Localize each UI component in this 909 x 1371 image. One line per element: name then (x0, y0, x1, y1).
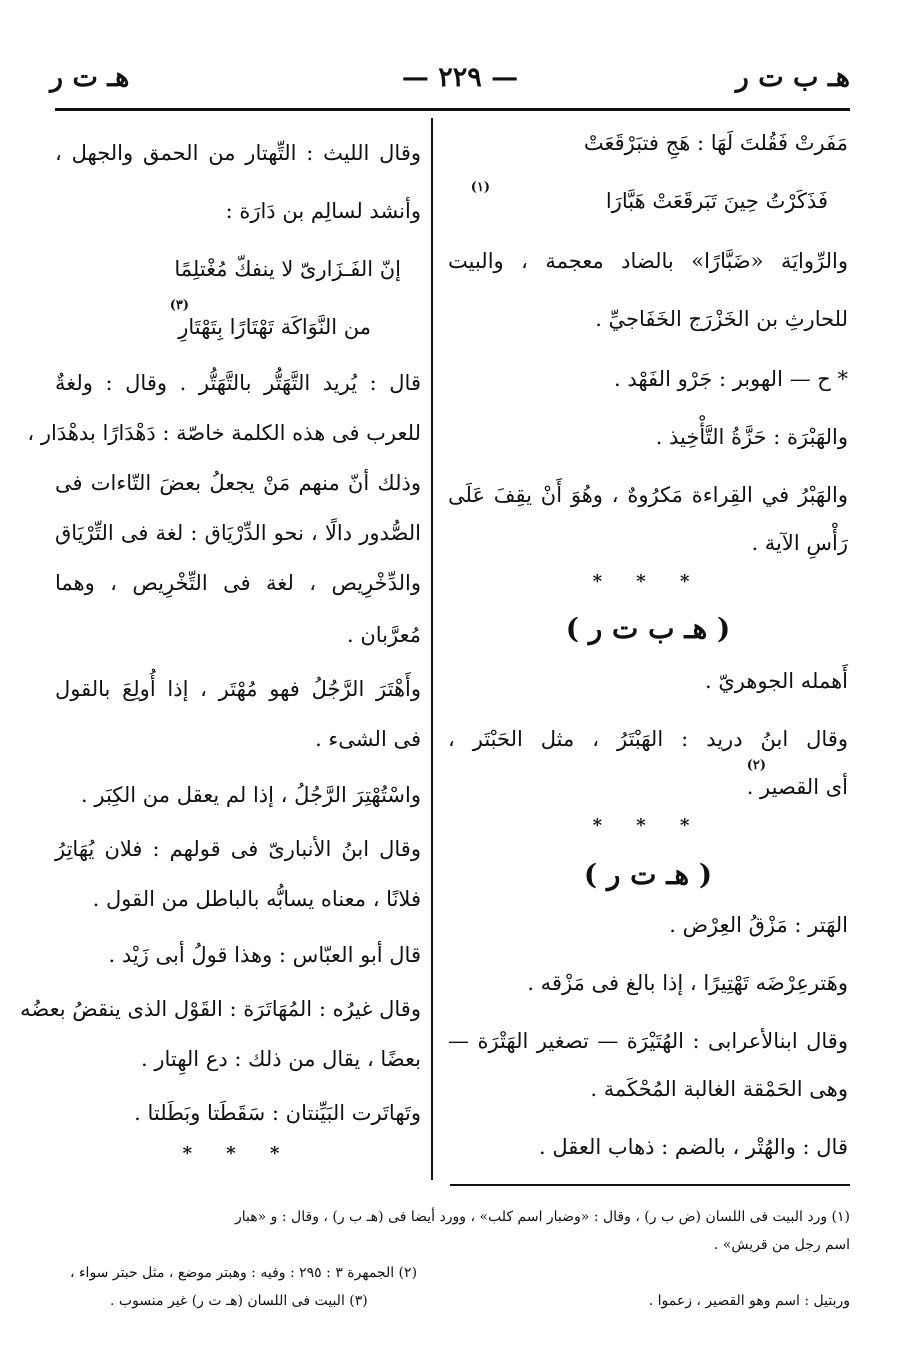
footnote-line: (٣) البيت فى اللسان (هـ ت ر) غير منسوب . (110, 1293, 368, 1309)
footnote-line: (٢) الجمهرة ٣ : ٢٩٥ : وفيه : وهبتر موضع ، مثل حبتر سواء ، (70, 1265, 418, 1281)
text-line: بعضًا ، يقال من ذلك : دع الهِتار . (141, 1047, 421, 1071)
section-separator: * * * (182, 1143, 294, 1164)
entry-heading: ( هـ ب ت ر ) (565, 612, 731, 645)
text-line: وقال ابنُ دريد : الهَبْتَرُ ، مثل الحَبْتَر ، (448, 727, 848, 751)
page-header (50, 62, 850, 106)
text-line: وأنشد لسالِم بن دَارَة : (225, 199, 421, 223)
text-line: وقال الليث : التِّهتار من الحمق والجهل ، (55, 141, 421, 165)
text-line: رَأْسِ الآية . (751, 531, 848, 555)
text-line: أى القصير . (746, 775, 848, 799)
footnote-line: وربتيل : اسم وهو القصير ، زعموا . (648, 1293, 850, 1309)
text-line: والدِّخْرِيص ، لغة فى التِّخْرِيص ، وهما (55, 571, 421, 595)
verse-line: إنّ الفَـزَارىّ لا ينفكّ مُغْتلِمًا (174, 257, 401, 281)
entry-heading: ( هـ ت ر ) (583, 858, 713, 891)
verse-line: مَفَرتْ فَقُلتَ لَهَا : هَجِ فتبَرْقَعَتْ (583, 131, 848, 155)
section-separator: * * * (592, 571, 704, 592)
footnote-ref: (٢) (746, 758, 766, 773)
footnote-ref: (٣) (169, 298, 189, 313)
header-root-right: هـ ب ت ر (735, 62, 850, 93)
text-line: وهَترعِرْضَه تَهْتِيرًا ، إذا بالغ فى مَزْقه . (527, 971, 848, 995)
text-line: وقال ابنالأعرابى : الهُتَيْرَة — تصغير الهَتْرَة — (448, 1029, 848, 1053)
footnote-line: (١) ورد البيت فى اللسان (ض ب ر) ، وقال : «وضبار اسم كلب» ، وورد أيضا فى (هـ ب ر) ، وقال : و «هبار (235, 1209, 850, 1225)
text-line: وتَهاتَرت البَيِّنتان : سَقَطَتا وبَطَلتا . (134, 1101, 421, 1125)
text-line: للعرب فى هذه الكلمة خاصّة : دَهْدَارًا بدهْدَار ، (27, 421, 421, 445)
text-line: قال أبو العبّاس : وهذا قولُ أبى زَيْد . (108, 943, 421, 967)
header-root-left: هـ ت ر (50, 62, 130, 93)
text-line: وذلك أنّ منهم مَنْ يجعلُ بعضَ التّاءات فى (55, 471, 421, 495)
text-line: الهَتر : مَزْقُ العِرْض . (669, 913, 848, 937)
column-divider (431, 118, 433, 1180)
text-line: قال : يُريد التَّهَتُّر بالتَّهَتُّر . وقال : ولغةٌ (55, 371, 421, 395)
text-line: وهى الحَمْقة الغالبة المُحْكَمة . (590, 1077, 848, 1101)
text-line: فلانًا ، معناه يسابُّه بالباطل من القول . (92, 887, 421, 911)
footnote-ref: (١) (470, 180, 490, 195)
text-line: فى الشىء . (315, 727, 421, 751)
text-line: * ح — الهوبر : جَرْو الفَهْد . (614, 367, 848, 391)
text-line: الصُّدور دالًا ، نحو الدِّرْيَاق : لغة فى التِّرْيَاق (55, 521, 421, 545)
text-line: والرِّوايَة «ضَبَّارًا» بالضاد معجمة ، والبيت (448, 249, 848, 273)
text-line: مُعرَّبان . (347, 623, 421, 647)
text-line: وقال ابنُ الأنبارىّ فى قولهم : فلان يُهَاتِرُ (55, 837, 421, 861)
section-separator: * * * (592, 815, 704, 836)
text-line: وقال غيرُه : المُهَاتَرَة : القَوْل الذى ينقضُ بعضُه (20, 997, 421, 1021)
footnote-rule (450, 1184, 850, 1186)
header-rule (55, 108, 850, 111)
text-line: قال : والهُتْر ، بالضم : ذهاب العقل . (539, 1135, 848, 1159)
text-line: والهَبْرَة : حَزَّةُ التَّأْخِيذ . (655, 425, 848, 449)
page-number: — ٢٢٩ — (401, 62, 519, 93)
text-line: وأَهْتَرَ الرَّجُلُ فهو مُهْتَر ، إذا أُولِعَ بالقول (55, 677, 421, 701)
verse-line: من النَّوَاكَة تَهْتَارًا بِتَهْتَارِ (178, 315, 371, 339)
verse-line: فَذَكَرْتُ حِينَ تَبَرقَعَتْ هَبَّارَا (605, 189, 828, 213)
text-line: والهَبْرُ في القِراءة مَكرُوهٌ ، وهُوَ أَنْ يقِفَ عَلَى (448, 483, 848, 507)
footnote-line: اسم رجل من قريش» . (713, 1237, 850, 1253)
text-line: للحارثِ بن الخَزْرَج الخَفَاجيِّ . (595, 307, 848, 331)
text-line: واسْتُهْتِرَ الرَّجُلُ ، إذا لم يعقل من الكِبَر . (81, 783, 421, 807)
text-line: أَهمله الجوهريّ . (704, 669, 848, 693)
